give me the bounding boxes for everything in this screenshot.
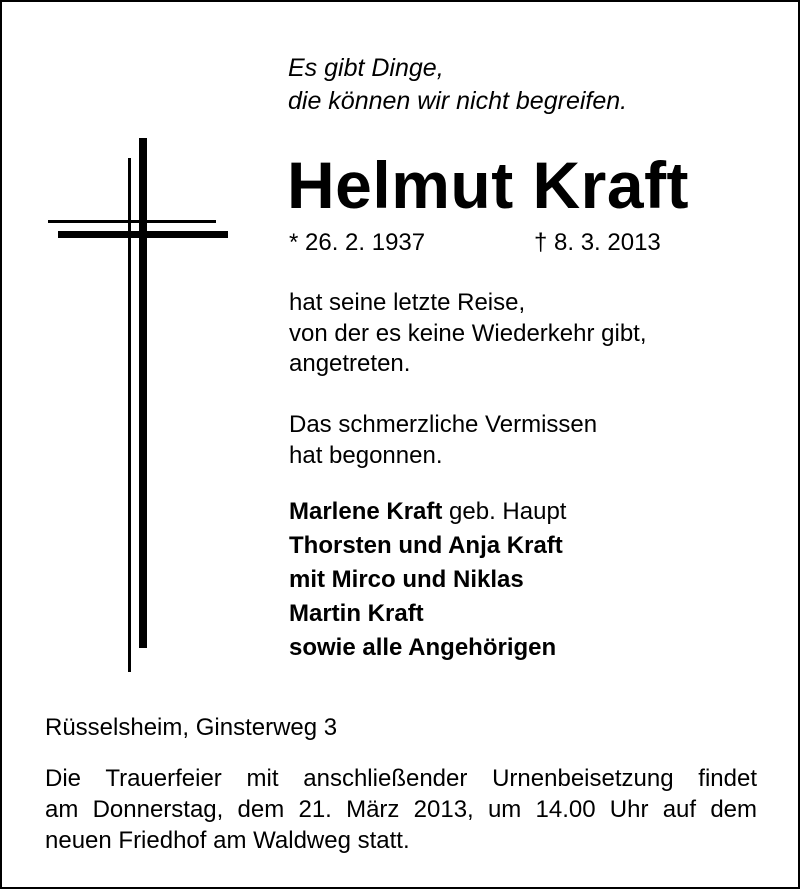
message-line: von der es keine Wiederkehr gibt, xyxy=(289,319,647,347)
message-line: Das schmerzliche Vermissen xyxy=(289,411,598,438)
mourner-name: mit Mirco und Niklas xyxy=(289,566,524,593)
quote-line: die können wir nicht begreifen. xyxy=(288,87,628,115)
message-line: hat begonnen. xyxy=(289,441,443,469)
mourner-line xyxy=(289,563,566,597)
mourner-name: Thorsten und Anja Kraft xyxy=(289,532,563,559)
birth-date: * 26. 2. 1937 xyxy=(289,229,426,256)
message-line: angetreten. xyxy=(289,350,411,377)
death-date: † 8. 3. 2013 xyxy=(534,229,661,256)
mourner-name: Marlene Kraft xyxy=(289,498,443,525)
funeral-line: neuen Friedhof am Waldweg statt. xyxy=(45,827,410,854)
mourner-line xyxy=(289,495,566,529)
address: Rüsselsheim, Ginsterweg 3 xyxy=(45,714,338,741)
mourner-name: Martin Kraft xyxy=(289,600,424,627)
funeral-line: am Donnerstag, dem 21. März 2013, um 14.00 Uhr auf dem xyxy=(45,796,757,823)
message-line: hat seine letzte Reise, xyxy=(289,289,526,316)
mourner-line xyxy=(289,631,566,665)
opening-quote xyxy=(288,52,627,118)
message-paragraph xyxy=(289,288,647,380)
mourners-list xyxy=(289,495,566,665)
cross-icon xyxy=(40,130,240,680)
message-paragraph xyxy=(289,410,597,471)
deceased-name: Helmut Kraft xyxy=(287,148,690,222)
mourner-line xyxy=(289,529,566,563)
quote-line: Es gibt Dinge, xyxy=(288,54,444,82)
mourner-line xyxy=(289,597,566,631)
maiden-name: geb. Haupt xyxy=(442,498,567,525)
funeral-line: Die Trauerfeier mit anschließender Urnenbeisetzung findet xyxy=(45,765,757,792)
mourner-name: sowie alle Angehörigen xyxy=(289,634,557,661)
funeral-info xyxy=(45,763,757,856)
